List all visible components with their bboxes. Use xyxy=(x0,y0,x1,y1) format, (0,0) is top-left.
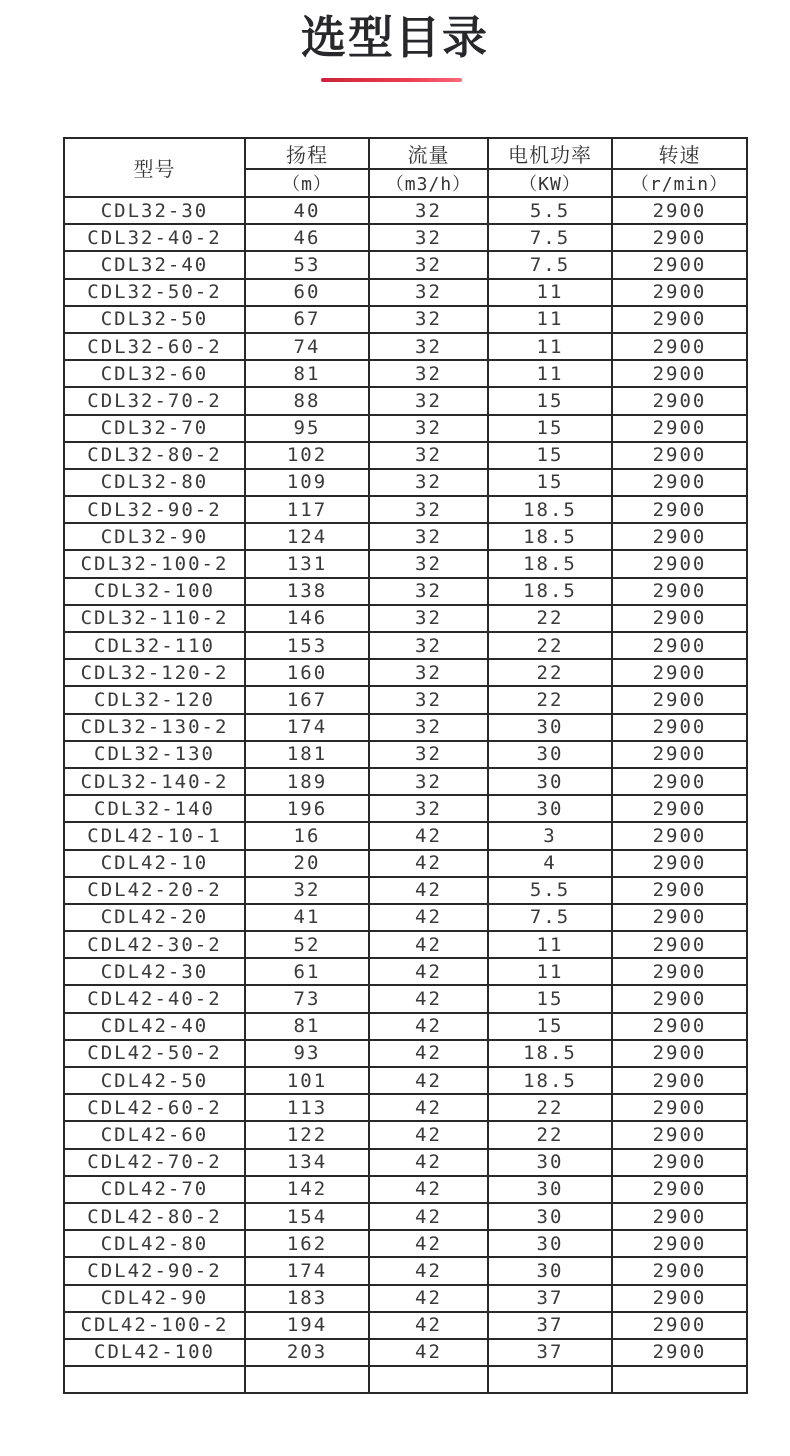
head-cell: 81 xyxy=(245,360,369,387)
flow-cell: 32 xyxy=(369,523,488,550)
speed-cell: 2900 xyxy=(612,985,747,1012)
table-row xyxy=(64,605,747,632)
table-row xyxy=(64,279,747,306)
table-row xyxy=(64,496,747,523)
power-cell: 11 xyxy=(488,931,612,958)
speed-cell: 2900 xyxy=(612,415,747,442)
flow-cell: 32 xyxy=(369,333,488,360)
power-cell: 11 xyxy=(488,279,612,306)
model-cell: CDL32-90-2 xyxy=(64,496,245,523)
model-cell: CDL32-70 xyxy=(64,415,245,442)
flow-cell: 42 xyxy=(369,1230,488,1257)
head-cell xyxy=(245,1366,369,1393)
model-cell: CDL32-60-2 xyxy=(64,333,245,360)
speed-cell: 2900 xyxy=(612,550,747,577)
head-cell: 142 xyxy=(245,1176,369,1203)
power-cell: 22 xyxy=(488,659,612,686)
flow-cell: 42 xyxy=(369,1312,488,1339)
model-cell: CDL32-50-2 xyxy=(64,279,245,306)
flow-cell: 42 xyxy=(369,1257,488,1284)
head-cell: 146 xyxy=(245,605,369,632)
table-header xyxy=(64,138,747,197)
power-cell: 30 xyxy=(488,1257,612,1284)
header-label-row xyxy=(64,138,747,169)
speed-cell: 2900 xyxy=(612,523,747,550)
head-cell: 162 xyxy=(245,1230,369,1257)
head-cell: 154 xyxy=(245,1203,369,1230)
column-unit-speed: （r/min） xyxy=(612,169,747,197)
table-row xyxy=(64,1203,747,1230)
speed-cell: 2900 xyxy=(612,1257,747,1284)
model-cell: CDL42-30-2 xyxy=(64,931,245,958)
speed-cell: 2900 xyxy=(612,877,747,904)
table-row xyxy=(64,251,747,278)
power-cell: 30 xyxy=(488,714,612,741)
table-row xyxy=(64,197,747,224)
speed-cell: 2900 xyxy=(612,197,747,224)
flow-cell: 32 xyxy=(369,686,488,713)
flow-cell: 32 xyxy=(369,306,488,333)
table-row xyxy=(64,795,747,822)
model-cell: CDL32-110 xyxy=(64,632,245,659)
head-cell: 73 xyxy=(245,985,369,1012)
model-cell: CDL42-90-2 xyxy=(64,1257,245,1284)
power-cell: 4 xyxy=(488,850,612,877)
power-cell: 18.5 xyxy=(488,496,612,523)
table-row xyxy=(64,550,747,577)
head-cell: 138 xyxy=(245,578,369,605)
model-cell: CDL32-120 xyxy=(64,686,245,713)
model-cell: CDL32-80 xyxy=(64,469,245,496)
model-cell: CDL32-130-2 xyxy=(64,714,245,741)
head-cell: 16 xyxy=(245,822,369,849)
power-cell: 37 xyxy=(488,1339,612,1366)
speed-cell: 2900 xyxy=(612,1067,747,1094)
table-body xyxy=(64,197,747,1393)
flow-cell: 32 xyxy=(369,442,488,469)
speed-cell: 2900 xyxy=(612,279,747,306)
flow-cell: 32 xyxy=(369,387,488,414)
head-cell: 61 xyxy=(245,958,369,985)
model-cell: CDL32-130 xyxy=(64,741,245,768)
table-row xyxy=(64,1312,747,1339)
power-cell: 15 xyxy=(488,469,612,496)
head-cell: 40 xyxy=(245,197,369,224)
flow-cell: 42 xyxy=(369,1121,488,1148)
head-cell: 60 xyxy=(245,279,369,306)
column-unit-head: （m） xyxy=(245,169,369,197)
flow-cell: 42 xyxy=(369,822,488,849)
model-cell: CDL42-90 xyxy=(64,1285,245,1312)
power-cell: 15 xyxy=(488,442,612,469)
table-row-partial xyxy=(64,1366,747,1393)
table-row xyxy=(64,387,747,414)
power-cell: 15 xyxy=(488,387,612,414)
table-row xyxy=(64,686,747,713)
table-row xyxy=(64,1257,747,1284)
power-cell: 30 xyxy=(488,768,612,795)
power-cell: 37 xyxy=(488,1285,612,1312)
table-row xyxy=(64,224,747,251)
table-row xyxy=(64,1121,747,1148)
table-row xyxy=(64,850,747,877)
flow-cell: 32 xyxy=(369,251,488,278)
speed-cell: 2900 xyxy=(612,1121,747,1148)
speed-cell: 2900 xyxy=(612,496,747,523)
model-cell: CDL32-60 xyxy=(64,360,245,387)
head-cell: 41 xyxy=(245,904,369,931)
model-cell: CDL32-140-2 xyxy=(64,768,245,795)
head-cell: 183 xyxy=(245,1285,369,1312)
power-cell: 18.5 xyxy=(488,1040,612,1067)
power-cell: 11 xyxy=(488,306,612,333)
flow-cell: 32 xyxy=(369,795,488,822)
speed-cell xyxy=(612,1366,747,1393)
head-cell: 203 xyxy=(245,1339,369,1366)
flow-cell: 42 xyxy=(369,904,488,931)
flow-cell: 32 xyxy=(369,279,488,306)
flow-cell: 32 xyxy=(369,197,488,224)
table-row xyxy=(64,1176,747,1203)
model-cell: CDL42-10 xyxy=(64,850,245,877)
head-cell: 167 xyxy=(245,686,369,713)
table-row xyxy=(64,931,747,958)
model-cell xyxy=(64,1366,245,1393)
head-cell: 153 xyxy=(245,632,369,659)
title-underline xyxy=(321,78,462,82)
table-row xyxy=(64,1040,747,1067)
power-cell: 30 xyxy=(488,1149,612,1176)
flow-cell: 42 xyxy=(369,877,488,904)
head-cell: 46 xyxy=(245,224,369,251)
head-cell: 81 xyxy=(245,1013,369,1040)
power-cell: 7.5 xyxy=(488,251,612,278)
power-cell: 37 xyxy=(488,1312,612,1339)
column-header-head: 扬程 xyxy=(245,138,369,169)
model-cell: CDL42-10-1 xyxy=(64,822,245,849)
speed-cell: 2900 xyxy=(612,686,747,713)
flow-cell: 42 xyxy=(369,1339,488,1366)
head-cell: 53 xyxy=(245,251,369,278)
model-cell: CDL32-40 xyxy=(64,251,245,278)
flow-cell: 32 xyxy=(369,415,488,442)
table-row xyxy=(64,741,747,768)
power-cell xyxy=(488,1366,612,1393)
flow-cell: 32 xyxy=(369,605,488,632)
speed-cell: 2900 xyxy=(612,442,747,469)
flow-cell: 42 xyxy=(369,1094,488,1121)
flow-cell: 42 xyxy=(369,958,488,985)
table-row xyxy=(64,360,747,387)
head-cell: 20 xyxy=(245,850,369,877)
power-cell: 30 xyxy=(488,1176,612,1203)
power-cell: 11 xyxy=(488,360,612,387)
head-cell: 181 xyxy=(245,741,369,768)
model-cell: CDL42-40 xyxy=(64,1013,245,1040)
speed-cell: 2900 xyxy=(612,306,747,333)
model-cell: CDL32-50 xyxy=(64,306,245,333)
flow-cell: 42 xyxy=(369,1013,488,1040)
speed-cell: 2900 xyxy=(612,1312,747,1339)
power-cell: 15 xyxy=(488,1013,612,1040)
head-cell: 93 xyxy=(245,1040,369,1067)
head-cell: 67 xyxy=(245,306,369,333)
speed-cell: 2900 xyxy=(612,822,747,849)
model-cell: CDL42-80-2 xyxy=(64,1203,245,1230)
speed-cell: 2900 xyxy=(612,251,747,278)
table-row xyxy=(64,877,747,904)
power-cell: 18.5 xyxy=(488,550,612,577)
speed-cell: 2900 xyxy=(612,1339,747,1366)
model-cell: CDL42-40-2 xyxy=(64,985,245,1012)
model-cell: CDL42-50-2 xyxy=(64,1040,245,1067)
table-row xyxy=(64,415,747,442)
power-cell: 11 xyxy=(488,958,612,985)
speed-cell: 2900 xyxy=(612,659,747,686)
table-row xyxy=(64,1149,747,1176)
flow-cell: 42 xyxy=(369,1176,488,1203)
column-unit-power: （KW） xyxy=(488,169,612,197)
speed-cell: 2900 xyxy=(612,1285,747,1312)
model-cell: CDL42-30 xyxy=(64,958,245,985)
power-cell: 22 xyxy=(488,686,612,713)
speed-cell: 2900 xyxy=(612,1040,747,1067)
power-cell: 15 xyxy=(488,415,612,442)
head-cell: 32 xyxy=(245,877,369,904)
power-cell: 22 xyxy=(488,632,612,659)
model-cell: CDL42-60 xyxy=(64,1121,245,1148)
model-cell: CDL42-80 xyxy=(64,1230,245,1257)
power-cell: 7.5 xyxy=(488,904,612,931)
power-cell: 30 xyxy=(488,1230,612,1257)
flow-cell: 32 xyxy=(369,578,488,605)
flow-cell: 32 xyxy=(369,632,488,659)
model-cell: CDL32-140 xyxy=(64,795,245,822)
model-cell: CDL32-40-2 xyxy=(64,224,245,251)
flow-cell: 42 xyxy=(369,850,488,877)
model-cell: CDL42-50 xyxy=(64,1067,245,1094)
head-cell: 189 xyxy=(245,768,369,795)
speed-cell: 2900 xyxy=(612,741,747,768)
power-cell: 30 xyxy=(488,741,612,768)
table-row xyxy=(64,632,747,659)
speed-cell: 2900 xyxy=(612,387,747,414)
flow-cell: 32 xyxy=(369,714,488,741)
table-row xyxy=(64,578,747,605)
flow-cell: 42 xyxy=(369,931,488,958)
speed-cell: 2900 xyxy=(612,1149,747,1176)
model-cell: CDL42-100 xyxy=(64,1339,245,1366)
speed-cell: 2900 xyxy=(612,224,747,251)
head-cell: 131 xyxy=(245,550,369,577)
table-row xyxy=(64,822,747,849)
column-header-model: 型号 xyxy=(64,138,245,197)
power-cell: 5.5 xyxy=(488,877,612,904)
flow-cell: 42 xyxy=(369,985,488,1012)
head-cell: 196 xyxy=(245,795,369,822)
power-cell: 18.5 xyxy=(488,578,612,605)
speed-cell: 2900 xyxy=(612,795,747,822)
flow-cell: 42 xyxy=(369,1067,488,1094)
head-cell: 174 xyxy=(245,1257,369,1284)
model-cell: CDL32-80-2 xyxy=(64,442,245,469)
flow-cell: 42 xyxy=(369,1203,488,1230)
flow-cell: 42 xyxy=(369,1040,488,1067)
model-cell: CDL42-60-2 xyxy=(64,1094,245,1121)
table-row xyxy=(64,333,747,360)
column-header-power: 电机功率 xyxy=(488,138,612,169)
speed-cell: 2900 xyxy=(612,1230,747,1257)
model-cell: CDL32-90 xyxy=(64,523,245,550)
power-cell: 22 xyxy=(488,1121,612,1148)
speed-cell: 2900 xyxy=(612,360,747,387)
speed-cell: 2900 xyxy=(612,632,747,659)
model-cell: CDL32-70-2 xyxy=(64,387,245,414)
table-row xyxy=(64,1285,747,1312)
model-cell: CDL42-70 xyxy=(64,1176,245,1203)
speed-cell: 2900 xyxy=(612,1013,747,1040)
table-row xyxy=(64,1013,747,1040)
speed-cell: 2900 xyxy=(612,578,747,605)
table-row xyxy=(64,523,747,550)
table-row xyxy=(64,469,747,496)
power-cell: 30 xyxy=(488,1203,612,1230)
flow-cell: 32 xyxy=(369,469,488,496)
head-cell: 124 xyxy=(245,523,369,550)
speed-cell: 2900 xyxy=(612,333,747,360)
table-row xyxy=(64,904,747,931)
speed-cell: 2900 xyxy=(612,768,747,795)
power-cell: 5.5 xyxy=(488,197,612,224)
table-row xyxy=(64,442,747,469)
flow-cell: 32 xyxy=(369,659,488,686)
head-cell: 102 xyxy=(245,442,369,469)
power-cell: 22 xyxy=(488,605,612,632)
flow-cell: 32 xyxy=(369,768,488,795)
power-cell: 15 xyxy=(488,985,612,1012)
model-cell: CDL42-70-2 xyxy=(64,1149,245,1176)
model-cell: CDL32-30 xyxy=(64,197,245,224)
model-cell: CDL42-100-2 xyxy=(64,1312,245,1339)
table-row xyxy=(64,714,747,741)
model-cell: CDL32-110-2 xyxy=(64,605,245,632)
speed-cell: 2900 xyxy=(612,931,747,958)
speed-cell: 2900 xyxy=(612,958,747,985)
page-title: 选型目录 xyxy=(300,12,489,63)
pump-selection-table xyxy=(63,137,748,1394)
head-cell: 174 xyxy=(245,714,369,741)
speed-cell: 2900 xyxy=(612,714,747,741)
head-cell: 117 xyxy=(245,496,369,523)
model-cell: CDL32-100 xyxy=(64,578,245,605)
head-cell: 52 xyxy=(245,931,369,958)
table-row xyxy=(64,659,747,686)
model-cell: CDL32-120-2 xyxy=(64,659,245,686)
head-cell: 113 xyxy=(245,1094,369,1121)
flow-cell xyxy=(369,1366,488,1393)
flow-cell: 32 xyxy=(369,741,488,768)
table-row xyxy=(64,1339,747,1366)
head-cell: 95 xyxy=(245,415,369,442)
power-cell: 18.5 xyxy=(488,1067,612,1094)
flow-cell: 32 xyxy=(369,550,488,577)
model-cell: CDL42-20-2 xyxy=(64,877,245,904)
speed-cell: 2900 xyxy=(612,850,747,877)
flow-cell: 32 xyxy=(369,496,488,523)
table-row xyxy=(64,1230,747,1257)
table-row xyxy=(64,1094,747,1121)
power-cell: 3 xyxy=(488,822,612,849)
speed-cell: 2900 xyxy=(612,1203,747,1230)
table-row xyxy=(64,306,747,333)
speed-cell: 2900 xyxy=(612,469,747,496)
head-cell: 74 xyxy=(245,333,369,360)
head-cell: 160 xyxy=(245,659,369,686)
head-cell: 101 xyxy=(245,1067,369,1094)
speed-cell: 2900 xyxy=(612,1094,747,1121)
power-cell: 7.5 xyxy=(488,224,612,251)
power-cell: 18.5 xyxy=(488,523,612,550)
head-cell: 109 xyxy=(245,469,369,496)
power-cell: 11 xyxy=(488,333,612,360)
power-cell: 22 xyxy=(488,1094,612,1121)
speed-cell: 2900 xyxy=(612,1176,747,1203)
table-row xyxy=(64,985,747,1012)
table-row xyxy=(64,768,747,795)
head-cell: 194 xyxy=(245,1312,369,1339)
speed-cell: 2900 xyxy=(612,904,747,931)
flow-cell: 42 xyxy=(369,1285,488,1312)
speed-cell: 2900 xyxy=(612,605,747,632)
model-cell: CDL42-20 xyxy=(64,904,245,931)
flow-cell: 32 xyxy=(369,224,488,251)
head-cell: 134 xyxy=(245,1149,369,1176)
table-row xyxy=(64,1067,747,1094)
head-cell: 122 xyxy=(245,1121,369,1148)
flow-cell: 32 xyxy=(369,360,488,387)
model-cell: CDL32-100-2 xyxy=(64,550,245,577)
head-cell: 88 xyxy=(245,387,369,414)
flow-cell: 42 xyxy=(369,1149,488,1176)
column-header-flow: 流量 xyxy=(369,138,488,169)
column-unit-flow: （m3/h） xyxy=(369,169,488,197)
column-header-speed: 转速 xyxy=(612,138,747,169)
power-cell: 30 xyxy=(488,795,612,822)
table-row xyxy=(64,958,747,985)
